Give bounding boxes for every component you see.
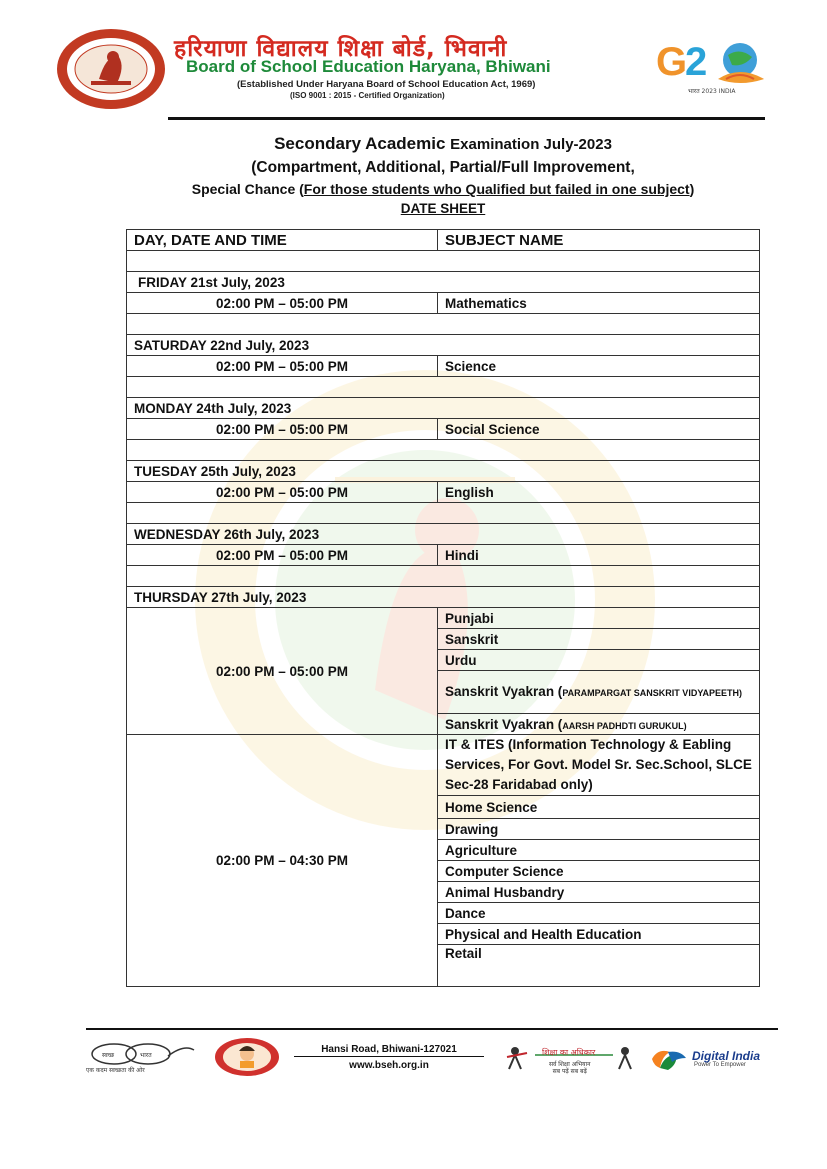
iso-line: (ISO 9001 : 2015 - Certified Organization) <box>290 91 445 100</box>
title-line-3: Special Chance (For those students who Qualified but failed in one subject) <box>191 181 695 197</box>
table-row <box>127 545 760 566</box>
established-line: (Established Under Haryana Board of School Education Act, 1969) <box>237 79 536 90</box>
svg-text:भारत: भारत <box>140 1052 152 1059</box>
title-line-2: (Compartment, Additional, Partial/Full Improvement, <box>251 159 635 176</box>
exam-subject: Science <box>438 356 760 377</box>
exam-subject: Drawing <box>438 819 760 840</box>
day-date: WEDNESDAY 26th July, 2023 <box>127 524 760 545</box>
exam-time: 02:00 PM – 05:00 PM <box>127 608 438 735</box>
exam-subject: Urdu <box>438 650 760 671</box>
exam-time: 02:00 PM – 05:00 PM <box>127 482 438 503</box>
exam-subject: Animal Husbandry <box>438 882 760 903</box>
day-date: FRIDAY 21st July, 2023 <box>127 272 760 293</box>
title-line-1a: Secondary Academic <box>274 134 446 153</box>
day-date: THURSDAY 27th July, 2023 <box>127 587 760 608</box>
exam-subject: Retail <box>438 945 760 987</box>
title-line-1b: Examination July-2023 <box>450 136 612 153</box>
exam-time: 02:00 PM – 04:30 PM <box>127 735 438 987</box>
exam-subject: Mathematics <box>438 293 760 314</box>
subject-note: PARAMPARGAT SANSKRIT VIDYAPEETH) <box>562 687 742 698</box>
title-line-1 <box>120 133 766 156</box>
subject-note: AARSH PADHDTI GURUKUL) <box>562 720 687 731</box>
board-seal-logo <box>55 27 167 111</box>
exam-time: 02:00 PM – 05:00 PM <box>127 293 438 314</box>
table-row <box>127 356 760 377</box>
footer-divider <box>86 1028 778 1030</box>
swachh-caption: एक कदम स्वच्छता की ओर <box>86 1067 145 1074</box>
day-date: TUESDAY 25th July, 2023 <box>127 461 760 482</box>
table-header-row <box>127 230 760 251</box>
exam-subject: IT & ITES (Information Technology & Eabling Services, For Govt. Model Sr. Sec.School, SLCE Sec-28 Faridabad only) <box>438 735 760 796</box>
rte-subtitle: सर्व शिक्षा अभियान सब पढ़ें सब बढ़ें <box>549 1061 591 1075</box>
title-qualifier: For those students who Qualified but failed in one subject <box>303 181 690 197</box>
table-row <box>127 735 760 796</box>
spacer-row <box>127 377 760 398</box>
date-sheet-heading: DATE SHEET <box>400 201 486 216</box>
day-row <box>127 272 760 293</box>
exam-subject: Physical and Health Education <box>438 924 760 945</box>
col-header-subject: SUBJECT NAME <box>438 230 760 251</box>
exam-subject: Sanskrit <box>438 629 760 650</box>
exam-subject: Hindi <box>438 545 760 566</box>
exam-time: 02:00 PM – 05:00 PM <box>127 356 438 377</box>
footer-address-block <box>294 1044 484 1071</box>
exam-subject: Dance <box>438 903 760 924</box>
rte-title: शिक्षा का अधिकार <box>542 1048 596 1057</box>
digital-india-text: Digital India <box>692 1049 761 1063</box>
day-row <box>127 335 760 356</box>
day-row <box>127 398 760 419</box>
footer-address: Hansi Road, Bhiwani-127021 <box>294 1044 484 1057</box>
exam-subject: Sanskrit Vyakran (AARSH PADHDTI GURUKUL) <box>438 714 760 735</box>
table-row <box>127 293 760 314</box>
day-date: MONDAY 24th July, 2023 <box>127 398 760 419</box>
board-name-hindi: हरियाणा विद्यालय शिक्षा बोर्ड, भिवानी <box>174 36 508 62</box>
day-date: SATURDAY 22nd July, 2023 <box>127 335 760 356</box>
exam-subject: Home Science <box>438 796 760 819</box>
beti-bachao-logo <box>213 1037 281 1077</box>
svg-text:2: 2 <box>685 40 708 84</box>
g20-logo <box>656 35 778 97</box>
title-block <box>120 133 766 217</box>
col-header-day: DAY, DATE AND TIME <box>127 230 438 251</box>
exam-subject: Computer Science <box>438 861 760 882</box>
day-row <box>127 461 760 482</box>
table-row <box>127 608 760 629</box>
date-sheet-table <box>126 229 760 987</box>
spacer-row <box>127 251 760 272</box>
spacer-row <box>127 503 760 524</box>
board-name-english: Board of School Education Haryana, Bhiwani <box>186 57 551 76</box>
exam-time: 02:00 PM – 05:00 PM <box>127 545 438 566</box>
day-row <box>127 524 760 545</box>
spacer-row <box>127 440 760 461</box>
exam-subject: Punjabi <box>438 608 760 629</box>
footer-website[interactable]: www.bseh.org.in <box>349 1060 429 1071</box>
header-divider <box>168 117 765 120</box>
exam-time: 02:00 PM – 05:00 PM <box>127 419 438 440</box>
digital-india-tagline: Power To Empower <box>694 1062 746 1068</box>
g20-caption: भारत 2023 INDIA <box>688 88 736 95</box>
table-row <box>127 482 760 503</box>
spacer-row <box>127 566 760 587</box>
exam-subject: English <box>438 482 760 503</box>
spacer-row <box>127 314 760 335</box>
exam-subject: Agriculture <box>438 840 760 861</box>
exam-subject: Social Science <box>438 419 760 440</box>
exam-subject: Sanskrit Vyakran (PARAMPARGAT SANSKRIT VIDYAPEETH) <box>438 671 760 714</box>
svg-text:स्वच्छ: स्वच्छ <box>102 1052 115 1059</box>
table-row <box>127 419 760 440</box>
day-row <box>127 587 760 608</box>
svg-text:G: G <box>656 40 688 84</box>
